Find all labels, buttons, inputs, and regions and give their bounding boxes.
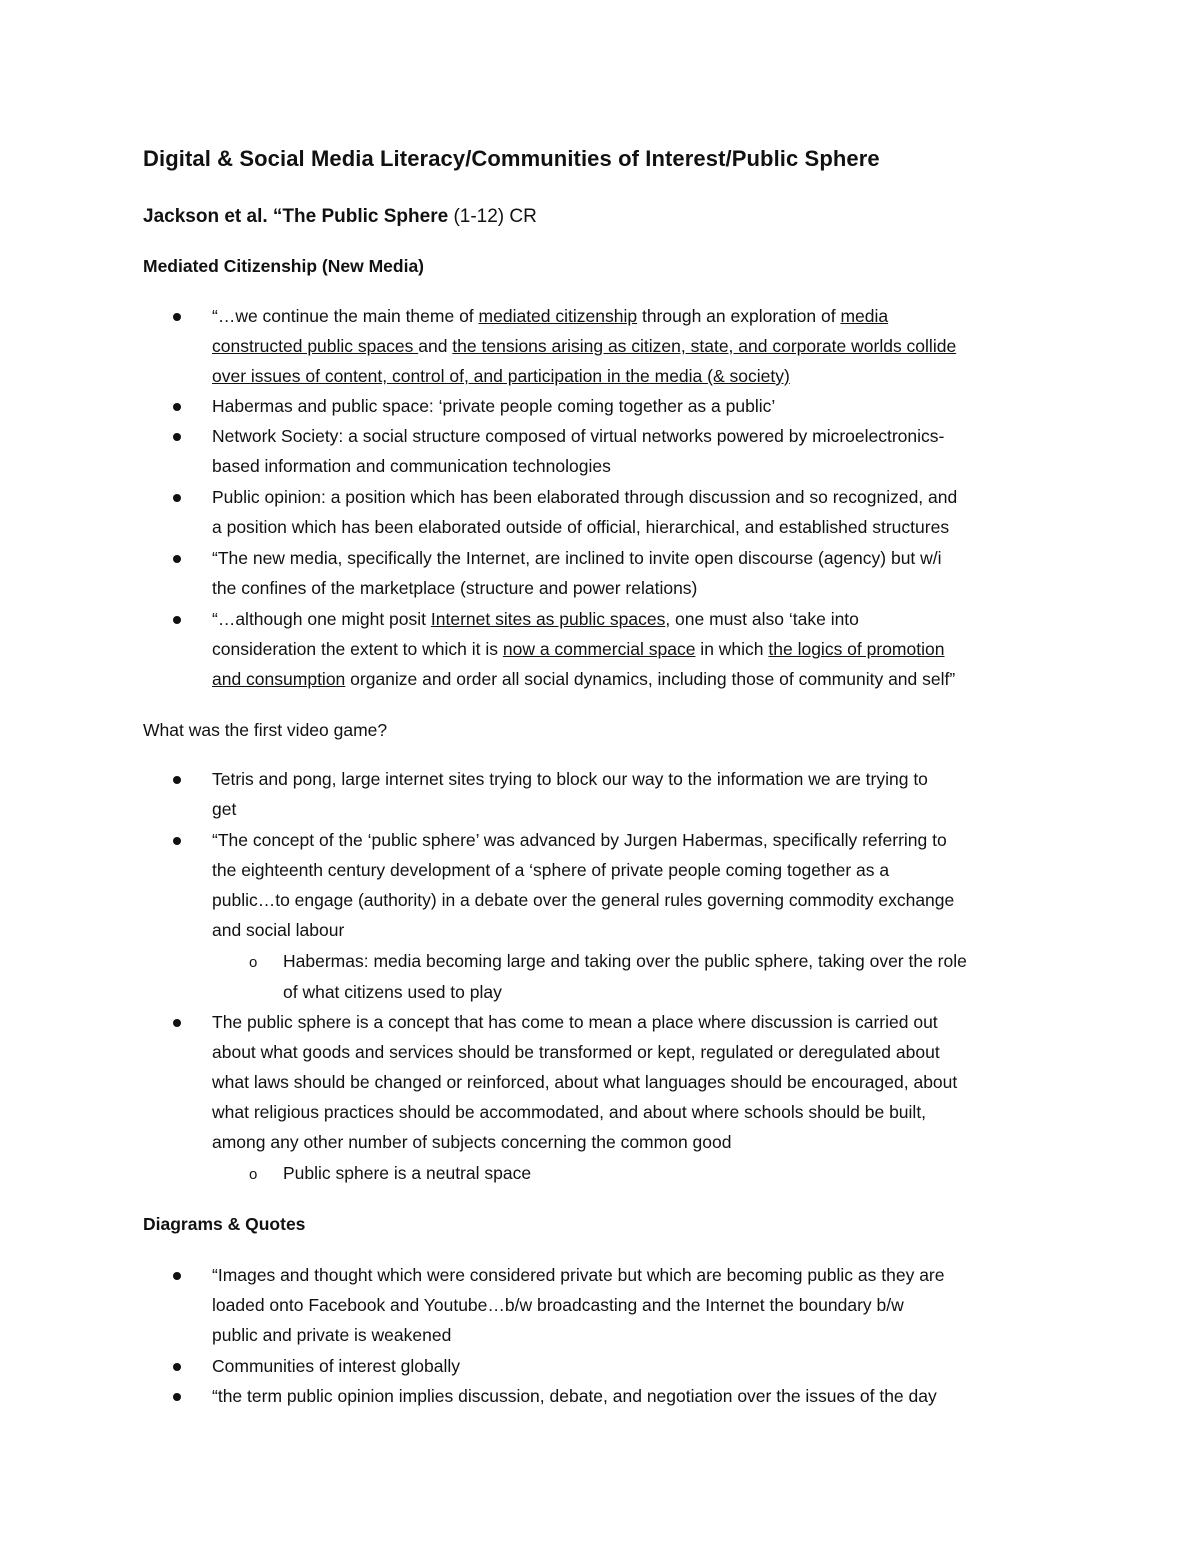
bullet-line: consideration the extent to which it is now a commercial space in which the logics of promotion: [212, 639, 945, 659]
sub-bullet-line: Habermas: media becoming large and taking over the public sphere, taking over the role: [283, 951, 967, 971]
reading-citation: [143, 206, 537, 228]
bullet-marker: [173, 1019, 181, 1027]
bullet-line: Habermas and public space: ‘private people coming together as a public’: [212, 396, 776, 416]
bullet-line: get: [212, 799, 237, 819]
bullet-marker: [173, 313, 181, 321]
bullet-line: based information and communication technologies: [212, 456, 611, 476]
bullet-marker: [173, 403, 181, 411]
bullet-line: Tetris and pong, large internet sites trying to block our way to the information we are trying to: [212, 769, 928, 789]
section-heading-diagrams-quotes: Diagrams & Quotes: [143, 1214, 306, 1234]
bullet-line: the confines of the marketplace (structure and power relations): [212, 578, 698, 598]
reading-work-title: “The Public Sphere: [272, 206, 454, 227]
reading-pages: (1-12) CR: [453, 206, 537, 227]
sub-bullet-marker: o: [249, 954, 258, 971]
bullet-line: “The concept of the ‘public sphere’ was advanced by Jurgen Habermas, specifically referring to: [212, 830, 947, 850]
bullet-line: “The new media, specifically the Internet, are inclined to invite open discourse (agency) but w/i: [212, 548, 942, 568]
bullet-marker: [173, 837, 181, 845]
bullet-line: what religious practices should be accommodated, and about where schools should be built,: [212, 1102, 927, 1122]
bullet-marker: [173, 494, 181, 502]
bullet-line: the eighteenth century development of a ‘sphere of private people coming together as a: [212, 860, 890, 880]
bullet-line: what laws should be changed or reinforced, about what languages should be encouraged, about: [212, 1072, 958, 1092]
sub-bullet-marker: o: [249, 1166, 258, 1183]
bullet-marker: [173, 1272, 181, 1280]
bullet-line: loaded onto Facebook and Youtube…b/w broadcasting and the Internet the boundary b/w: [212, 1295, 904, 1315]
bullet-marker: [173, 433, 181, 441]
bullet-line: “…we continue the main theme of mediated citizenship through an exploration of media: [212, 306, 889, 326]
bullet-line: a position which has been elaborated outside of official, hierarchical, and established structures: [212, 517, 950, 537]
document-title: Digital & Social Media Literacy/Communities of Interest/Public Sphere: [143, 146, 880, 171]
bullet-line: Public opinion: a position which has been elaborated through discussion and so recognized, and: [212, 487, 958, 507]
sub-bullet-line: of what citizens used to play: [283, 982, 502, 1002]
bullet-marker: [173, 1363, 181, 1371]
sub-bullet-line: Public sphere is a neutral space: [283, 1163, 532, 1183]
bullet-line: constructed public spaces and the tensions arising as citizen, state, and corporate worlds collide: [212, 336, 957, 356]
bullet-marker: [173, 776, 181, 784]
bullet-line: The public sphere is a concept that has come to mean a place where discussion is carried out: [212, 1012, 938, 1032]
bullet-line: public…to engage (authority) in a debate over the general rules governing commodity exchange: [212, 890, 955, 910]
bullet-line: “the term public opinion implies discussion, debate, and negotiation over the issues of the day: [212, 1386, 937, 1406]
reading-author: Jackson et al.: [143, 206, 273, 227]
bullet-marker: [173, 616, 181, 624]
bullet-line: Network Society: a social structure composed of virtual networks powered by microelectronics-: [212, 426, 945, 446]
bullet-line: and social labour: [212, 920, 345, 940]
bullet-line: and consumption organize and order all social dynamics, including those of community and self”: [212, 669, 956, 689]
bullet-line: “Images and thought which were considered private but which are becoming public as they are: [212, 1265, 945, 1285]
section-heading-mediated-citizenship: Mediated Citizenship (New Media): [143, 256, 424, 276]
bullet-line: public and private is weakened: [212, 1325, 452, 1345]
question-text: What was the first video game?: [143, 720, 388, 740]
bullet-line: about what goods and services should be transformed or kept, regulated or deregulated about: [212, 1042, 940, 1062]
bullet-marker: [173, 555, 181, 563]
bullet-line: Communities of interest globally: [212, 1356, 461, 1376]
bullet-line: “…although one might posit Internet sites as public spaces, one must also ‘take into: [212, 609, 859, 629]
bullet-line: over issues of content, control of, and participation in the media (& society): [212, 366, 790, 386]
bullet-line: among any other number of subjects concerning the common good: [212, 1132, 732, 1152]
bullet-marker: [173, 1393, 181, 1401]
